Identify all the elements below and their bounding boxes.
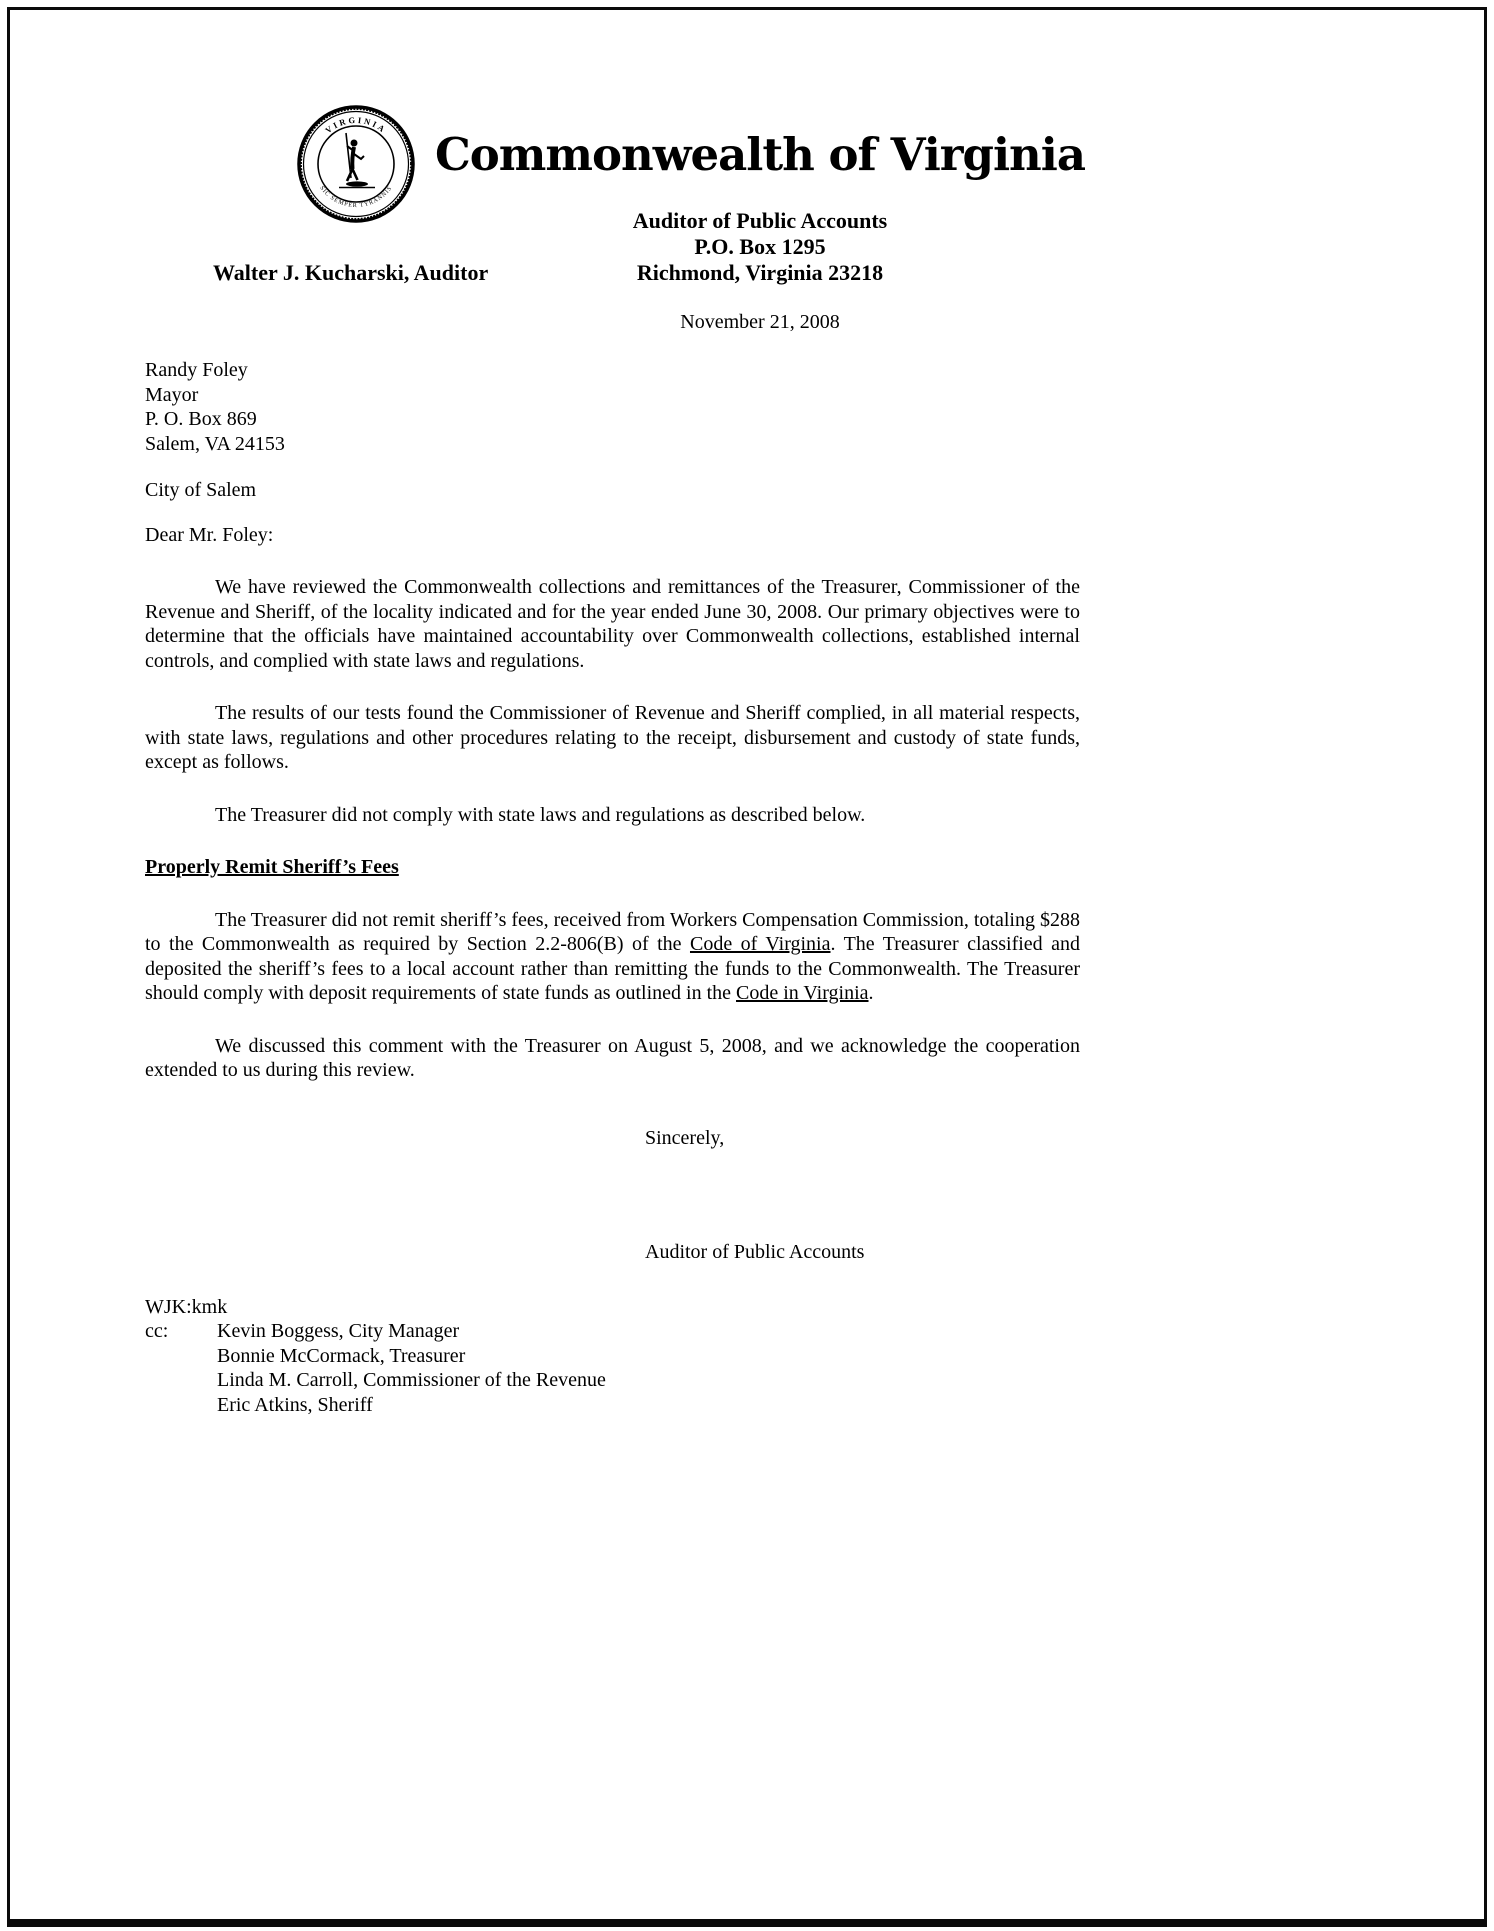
letterhead-po-box: P.O. Box 1295 [694, 234, 826, 259]
cc-recipient: Bonnie McCormack, Treasurer [217, 1344, 466, 1367]
finding-heading: Properly Remit Sheriff’s Fees [145, 856, 399, 878]
signer-title: Auditor of Public Accounts [645, 1241, 865, 1263]
code-of-virginia-citation: Code of Virginia [689, 933, 831, 955]
auditor-name: Walter J. Kucharski, Auditor [213, 260, 489, 285]
recipient-address-line: Salem, VA 24153 [145, 432, 285, 455]
paragraph-text: . The Treasurer classified and deposited the sheriff’s fees to a local account rather than remitting the funds to the Commonwealth. The Treasurer should comply with deposit requirements of state funds as outlined in the [145, 933, 1080, 1004]
closing-block [645, 1126, 1080, 1265]
paragraph-discussion: We discussed this comment with the Treasurer on August 5, 2008, and we acknowledge the cooperation extended to us during this review. [145, 1034, 1080, 1081]
reference-initials: WJK:kmk [145, 1295, 228, 1318]
paragraph-test-results: The results of our tests found the Commissioner of Revenue and Sheriff complied, in all material respects, with state laws, regulations and other procedures relating to the receipt, disbursement and custody of state funds, except as follows. [145, 702, 1080, 773]
svg-text:SIC SEMPER TYRANNIS [318, 185, 393, 209]
cc-block [145, 1319, 1080, 1417]
seal-motto-text: SIC SEMPER TYRANNIS [318, 185, 394, 210]
recipient-address-block [145, 358, 1080, 456]
letterhead-title: Commonwealth of Virginia [434, 128, 1086, 181]
cc-recipient: Kevin Boggess, City Manager [217, 1320, 460, 1342]
recipient-locality: City of Salem [145, 479, 257, 501]
letterhead-office: Auditor of Public Accounts [632, 208, 888, 233]
cc-list [217, 1319, 1080, 1417]
virginia-state-seal-icon [296, 104, 416, 224]
recipient-title: Mayor [145, 383, 199, 406]
letter-date: November 21, 2008 [680, 311, 840, 333]
code-in-virginia-citation: Code in Virginia [736, 982, 869, 1004]
paragraph-finding-detail [145, 908, 1080, 1006]
svg-text:VIRGINIA [323, 115, 389, 136]
recipient-address-line: P. O. Box 869 [145, 408, 257, 430]
closing-sincerely: Sincerely, [645, 1126, 725, 1149]
paragraph-review-scope: We have reviewed the Commonwealth collections and remittances of the Treasurer, Commissioner of the Revenue and Sheriff, of the locality indicated and for the year ended June 30, 2008. Our primary objectives were to determine that the officials have maintained accountability over Commonwealth collections, established internal controls, and complied with state laws and regulations. [145, 576, 1080, 672]
letter-body [145, 358, 1080, 1417]
salutation: Dear Mr. Foley: [145, 523, 274, 546]
paragraph-text: . [868, 982, 874, 1004]
seal-inner-ring [318, 126, 394, 202]
seal-virtus-figure [339, 133, 375, 188]
seal-middle-ring [304, 112, 409, 217]
cc-recipient: Linda M. Carroll, Commissioner of the Revenue [217, 1369, 606, 1391]
letterhead-address-block [430, 208, 1090, 286]
paragraph-treasurer-noncompliance: The Treasurer did not comply with state laws and regulations as described below. [215, 803, 866, 826]
cc-recipient: Eric Atkins, Sheriff [217, 1393, 373, 1416]
seal-top-text: VIRGINIA [323, 114, 389, 136]
recipient-name: Randy Foley [145, 359, 248, 381]
paragraph-text: The Treasurer did not remit sheriff’s fees, received from Workers Compensation Commission, totaling $288 to the Commonwealth as required by Section 2.2-806(B) of the [145, 908, 1080, 955]
letterhead-city-state-zip: Richmond, Virginia 23218 [636, 260, 884, 285]
cc-label: cc: [145, 1320, 169, 1342]
